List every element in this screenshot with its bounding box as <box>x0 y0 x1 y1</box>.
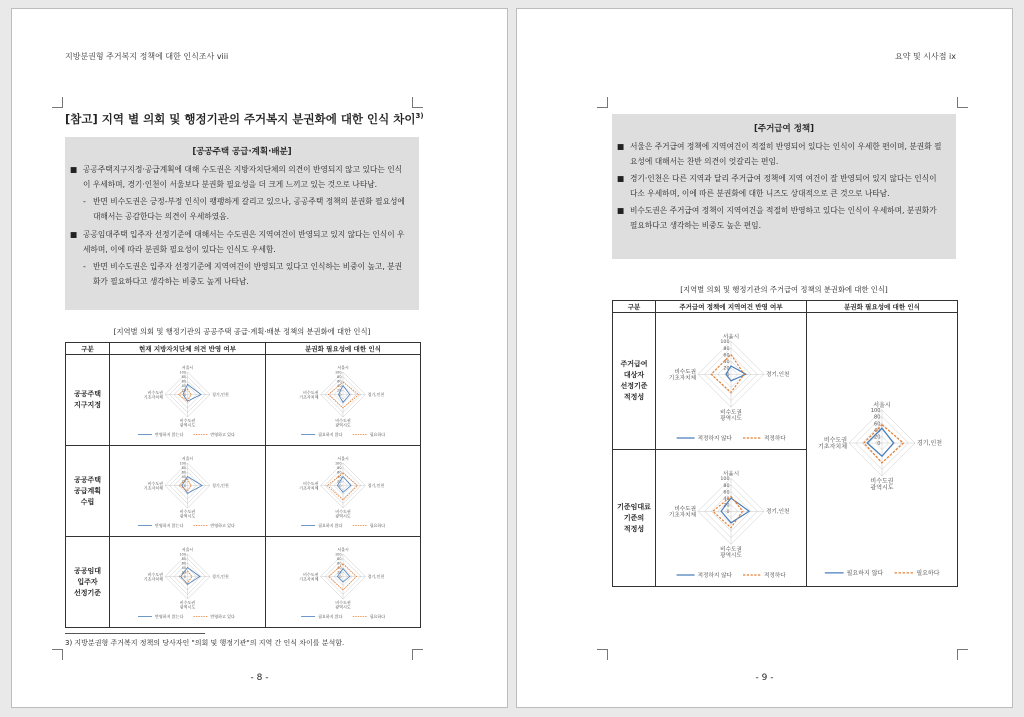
bullet-item <box>65 227 409 257</box>
page-9 <box>516 8 1013 708</box>
crop-mark <box>52 649 63 660</box>
chart-cell <box>656 313 807 450</box>
legend-label: 필요하다 <box>369 432 386 437</box>
tick-label: 0 <box>339 483 342 488</box>
row-label <box>66 537 110 628</box>
tick-label: 80 <box>181 374 186 379</box>
section-title <box>65 111 424 127</box>
axis-label: 경기,인천 <box>367 391 385 397</box>
axis-label: 비수도권 기초자치체 <box>299 571 319 582</box>
radar-chart <box>807 316 957 580</box>
legend-label: 필요하지 않다 <box>846 569 884 577</box>
axis-label: 서울시 <box>722 471 740 478</box>
axis-label: 경기,인천 <box>212 482 229 488</box>
box-title: [공공주택 공급·계획·배분] <box>192 147 292 157</box>
legend-label: 필요하다 <box>916 569 940 577</box>
row-label-text: 기준임대료 기준의 적정성 <box>617 502 651 533</box>
tick-label: 0 <box>726 373 730 379</box>
axis-label: 비수도권 기초자치체 <box>143 571 163 582</box>
bullet-item <box>612 171 946 201</box>
tick-label: 0 <box>726 510 730 516</box>
axis-label: 서울시 <box>337 365 349 370</box>
row-label <box>66 355 110 446</box>
tick-label: 40 <box>337 474 342 479</box>
axis-label: 비수도권 광역시도 <box>179 509 196 519</box>
tick-label: 40 <box>723 497 730 503</box>
tick-label: 80 <box>723 346 730 352</box>
tick-label: 100 <box>335 461 342 466</box>
crop-mark <box>957 97 968 108</box>
radar-chart <box>266 446 420 532</box>
tick-label: 0 <box>339 574 342 579</box>
row-label-text: 공공주택 지구지정 <box>73 390 102 409</box>
running-header: 요약 및 시사점 ix <box>895 52 956 61</box>
tick-label: 100 <box>179 552 186 557</box>
tick-label: 60 <box>181 470 186 475</box>
axis-label: 비수도권 기초자치체 <box>299 389 319 400</box>
axis-label: 비수도권 기초자치체 <box>143 389 163 400</box>
tick-label: 100 <box>179 370 186 375</box>
square-bullet-icon: ■ <box>617 142 625 151</box>
tick-label: 0 <box>183 392 186 397</box>
chart-cell <box>110 355 266 446</box>
bullet-text: 서울은 주거급여 정책에 지역여건이 적절히 반영되어 있다는 인식이 우세한 편이며, 분권화 필요성에 대해서는 찬반 의견이 엇갈리는 편임. <box>630 142 942 166</box>
tick-label: 40 <box>337 565 342 570</box>
bullet-item <box>65 162 409 192</box>
axis-label: 비수도권 광역시도 <box>335 600 351 610</box>
tick-label: 100 <box>720 340 730 346</box>
legend-label: 적정하지 않다 <box>697 436 732 442</box>
tick-label: 20 <box>181 388 186 393</box>
axis-label: 비수도권 기초자치체 <box>668 506 696 519</box>
summary-box <box>612 114 956 259</box>
radar-chart <box>266 537 420 623</box>
radar-chart <box>110 537 265 623</box>
legend-label: 필요하다 <box>369 523 386 528</box>
legend-label: 필요하지 않다 <box>318 432 343 437</box>
axis-label: 서울시 <box>337 456 349 461</box>
chart-cell <box>110 537 266 628</box>
tick-label: 40 <box>181 565 186 570</box>
axis-label: 비수도권 광역시도 <box>335 418 351 428</box>
axis-label: 경기,인천 <box>766 372 790 379</box>
section-title-text: [참고] 지역 별 의회 및 행정기관의 주거복지 분권화에 대한 인식 차이 <box>65 112 416 126</box>
summary-box <box>65 137 419 310</box>
header-cell: 분권화 필요성에 대한 인식 <box>266 343 421 355</box>
dash-icon: - <box>83 262 86 271</box>
tick-label: 20 <box>181 479 186 484</box>
chart-cell <box>266 446 421 537</box>
radar-chart <box>110 446 265 532</box>
row-label-text: 주거급여 대상자 선정기준 적정성 <box>620 360 648 401</box>
axis-label: 경기,인천 <box>917 439 943 447</box>
dash-icon: - <box>83 197 86 206</box>
chart-cell <box>656 450 807 587</box>
tick-label: 100 <box>335 552 342 557</box>
axis-label: 서울시 <box>181 547 194 552</box>
footnote-rule <box>65 633 205 634</box>
tick-label: 20 <box>874 434 881 440</box>
tick-label: 100 <box>870 407 881 414</box>
tick-label: 80 <box>181 556 186 561</box>
tick-label: 100 <box>335 370 342 375</box>
axis-label: 비수도권 기초자치체 <box>818 436 847 451</box>
tick-label: 20 <box>337 388 342 393</box>
table-caption: [지역별 의회 및 행정기관의 공공주택 공급·계획·배분 정책의 분권화에 대한 인식] <box>113 327 371 336</box>
chart-cell <box>266 537 421 628</box>
box-title: [주거급여 정책] <box>754 124 814 134</box>
axis-label: 서울시 <box>873 401 891 409</box>
radar-chart <box>656 313 806 445</box>
tick-label: 80 <box>723 483 730 489</box>
footnote-ref: 3) <box>415 112 424 121</box>
axis-label: 경기,인천 <box>367 482 385 488</box>
legend-label: 적정하다 <box>764 573 786 579</box>
header-cell: 구분 <box>66 343 110 355</box>
tick-label: 20 <box>181 570 186 575</box>
chart-cell <box>110 446 266 537</box>
tick-label: 60 <box>723 490 730 496</box>
page-number: - 8 - <box>250 673 269 683</box>
radar-chart <box>266 355 420 441</box>
tick-label: 0 <box>339 392 342 397</box>
page-number: - 9 - <box>755 673 774 683</box>
bullet-item <box>612 139 946 169</box>
tick-label: 0 <box>183 574 186 579</box>
row-label-text: 공공주택 공급계획 수립 <box>73 475 102 506</box>
crop-mark <box>52 97 63 108</box>
tick-label: 60 <box>723 353 730 359</box>
axis-label: 비수도권 광역시도 <box>179 600 196 610</box>
header-cell: 주거급여 정책에 지역여건 반영 여부 <box>656 301 807 313</box>
legend-label: 적정하다 <box>764 436 786 442</box>
tick-label: 60 <box>181 561 186 566</box>
legend-label: 필요하지 않다 <box>318 614 343 619</box>
legend-label: 반영하지 않는다 <box>155 614 184 619</box>
axis-label: 비수도권 광역시도 <box>335 509 351 519</box>
axis-label: 서울시 <box>181 456 194 461</box>
axis-label: 경기,인천 <box>766 509 790 516</box>
dash-item <box>65 259 409 289</box>
page-8 <box>11 8 508 708</box>
legend-label: 반영하지 않는다 <box>155 523 184 528</box>
tick-label: 40 <box>181 383 186 388</box>
legend-label: 반영하지 않는다 <box>155 432 184 437</box>
legend-label: 반영하고 있다 <box>210 523 235 528</box>
legend-label: 필요하지 않다 <box>318 523 343 528</box>
tick-label: 60 <box>337 470 342 475</box>
axis-label: 경기,인천 <box>367 573 385 579</box>
footnote: 3) 지방분권형 주거복지 정책의 당사자인 "의회 및 행정기관"의 지역 간 인식 차이를 분석함. <box>65 639 345 647</box>
tick-label: 80 <box>874 414 881 421</box>
axis-label: 비수도권 기초자치체 <box>143 480 163 491</box>
tick-label: 60 <box>337 379 342 384</box>
crop-mark <box>412 97 423 108</box>
axis-label: 비수도권 기초자치체 <box>299 480 319 491</box>
row-label <box>66 446 110 537</box>
tick-label: 80 <box>337 465 342 470</box>
square-bullet-icon: ■ <box>617 174 625 183</box>
crop-mark <box>597 649 608 660</box>
axis-label: 비수도권 기초자치체 <box>668 369 696 382</box>
axis-label: 비수도권 광역시도 <box>870 477 894 492</box>
chart-cell <box>266 355 421 446</box>
running-header: 지방분권형 주거복지 정책에 대한 인식조사 viii <box>65 52 229 61</box>
axis-label: 비수도권 광역시도 <box>179 418 196 428</box>
tick-label: 0 <box>183 483 186 488</box>
tick-label: 40 <box>337 383 342 388</box>
radar-chart <box>110 355 265 441</box>
crop-mark <box>957 649 968 660</box>
header-cell: 현재 지방자치단체 의견 반영 여부 <box>110 343 266 355</box>
tick-label: 80 <box>337 374 342 379</box>
tick-label: 40 <box>723 360 730 366</box>
tick-label: 20 <box>723 503 730 509</box>
dash-text: 반면 비수도권은 입주자 선정기준에 지역여건이 반영되고 있다고 인식하는 비중이 높고, 분권화가 필요하다고 생각하는 비중도 높게 나타남. <box>93 262 403 286</box>
square-bullet-icon: ■ <box>617 206 625 215</box>
chart-table <box>65 342 421 628</box>
header-cell: 분권화 필요성에 대한 인식 <box>807 301 958 313</box>
tick-label: 40 <box>181 474 186 479</box>
row-label <box>613 313 656 450</box>
chart-cell <box>807 313 958 587</box>
axis-label: 경기,인천 <box>212 391 229 397</box>
tick-label: 60 <box>874 420 881 427</box>
tick-label: 80 <box>337 556 342 561</box>
axis-label: 비수도권 광역시도 <box>720 409 742 423</box>
tick-label: 40 <box>874 427 881 434</box>
crop-mark <box>597 97 608 108</box>
tick-label: 100 <box>720 477 730 483</box>
row-label-text: 공공임대 입주자 선정기준 <box>73 566 102 597</box>
dash-item <box>65 194 409 224</box>
table-caption: [지역별 의회 및 행정기관의 주거급여 정책의 분권화에 대한 인식] <box>680 285 888 294</box>
tick-label: 80 <box>181 465 186 470</box>
radar-chart <box>656 450 806 582</box>
row-label <box>613 450 656 587</box>
tick-label: 60 <box>181 379 186 384</box>
tick-label: 20 <box>337 570 342 575</box>
axis-label: 경기,인천 <box>212 573 229 579</box>
legend-label: 반영하고 있다 <box>210 614 235 619</box>
axis-label: 비수도권 광역시도 <box>720 546 742 560</box>
tick-label: 60 <box>337 561 342 566</box>
legend-label: 필요하다 <box>369 614 386 619</box>
tick-label: 20 <box>337 479 342 484</box>
chart-table <box>612 300 958 587</box>
crop-mark <box>412 649 423 660</box>
axis-label: 서울시 <box>181 365 194 370</box>
square-bullet-icon: ■ <box>70 165 78 174</box>
bullet-text: 공공임대주택 입주자 선정기준에 대해서는 수도권은 지역여건이 반영되고 있지 않다는 인식이 우세하며, 이에 따라 분권화 필요성이 있다는 인식도 우세함. <box>83 230 405 254</box>
tick-label: 0 <box>877 440 881 447</box>
tick-label: 20 <box>723 366 730 372</box>
bullet-text: 비수도권은 주거급여 정책이 지역여건을 적절히 반영하고 있다는 인식이 우세하며, 분권화가 필요하다고 생각하는 비중도 높은 편임. <box>630 206 937 230</box>
legend-label: 반영하고 있다 <box>210 432 235 437</box>
dash-text: 반면 비수도권은 긍정-부정 인식이 팽팽하게 갈리고 있으나, 공공주택 정책의 분권화 필요성에 대해서는 공감한다는 의견이 우세하였음. <box>93 197 405 221</box>
axis-label: 서울시 <box>337 547 349 552</box>
header-cell: 구분 <box>613 301 656 313</box>
bullet-item <box>612 203 946 233</box>
bullet-text: 공공주택지구지정·공급계획에 대해 수도권은 지방자치단체의 의견이 반영되지 않고 있다는 인식이 우세하며, 경기·인천이 서울보다 분권화 필요성을 더 크게 느끼고 있는 것으로 나타남. <box>83 165 403 189</box>
legend-label: 적정하지 않다 <box>697 573 732 579</box>
bullet-text: 경기·인천은 다른 지역과 달리 주거급여 정책에 지역 여건이 잘 반영되어 있지 않다는 인식이 다소 우세하며, 이에 따른 분권화에 대한 니즈도 상대적으로 큰 것으로 나타남. <box>630 174 937 198</box>
tick-label: 100 <box>179 461 186 466</box>
square-bullet-icon: ■ <box>70 230 78 239</box>
axis-label: 서울시 <box>722 334 740 341</box>
